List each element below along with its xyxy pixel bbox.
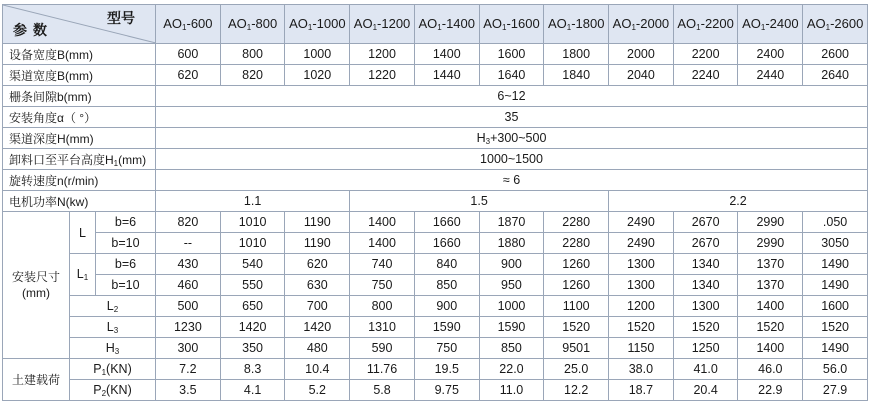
value-cell: 18.7 — [609, 380, 674, 401]
model-header-cell — [285, 5, 350, 44]
value-cell: 1400 — [350, 233, 415, 254]
value-cell: 1340 — [673, 275, 738, 296]
value-cell: 46.0 — [738, 359, 803, 380]
label-sub: 1 — [113, 158, 119, 168]
model-size: -2400 — [765, 16, 799, 31]
value-cell: 1340 — [673, 254, 738, 275]
motor-power-row — [3, 191, 868, 212]
value-cell: 1870 — [479, 212, 544, 233]
merged-value: ≈ 6 — [156, 170, 868, 191]
value-cell: 1590 — [414, 317, 479, 338]
channel-depth-row — [3, 128, 868, 149]
value-cell: 1520 — [738, 317, 803, 338]
model-sub: 1 — [372, 23, 378, 32]
value-cell: 1260 — [544, 275, 609, 296]
value-cell: 650 — [220, 296, 285, 317]
value-cell: 460 — [156, 275, 221, 296]
value-cell: 8.3 — [220, 359, 285, 380]
value-cell: 1000 — [479, 296, 544, 317]
value-cell: 600 — [156, 44, 221, 65]
value-cell: 5.2 — [285, 380, 350, 401]
b6-label: b=6 — [96, 254, 156, 275]
row-label: 渠道深度H(mm) — [3, 128, 156, 149]
merged-value: 6~12 — [156, 86, 868, 107]
install-dimension-label: 安装尺寸 (mm) — [3, 212, 70, 359]
value-cell: 900 — [414, 296, 479, 317]
model-prefix: AO — [289, 16, 308, 31]
model-sub: 1 — [307, 23, 313, 32]
model-sub: 1 — [182, 23, 187, 32]
model-size: -1400 — [441, 16, 475, 31]
row-label: 旋转速度n(r/min) — [3, 170, 156, 191]
model-size: -600 — [186, 16, 213, 31]
model-header-cell — [738, 5, 803, 44]
model-prefix: AO — [806, 16, 826, 31]
row-label: 设备宽度B(mm) — [3, 44, 156, 65]
value-cell: 1100 — [544, 296, 609, 317]
value-cell: 1520 — [609, 317, 674, 338]
merged-value: 1000~1500 — [156, 149, 868, 170]
value-cell: 840 — [414, 254, 479, 275]
value-cell: 5.8 — [350, 380, 415, 401]
param-header: 参数 — [13, 22, 53, 38]
value-cell: 2670 — [673, 233, 738, 254]
model-size: -1200 — [377, 16, 411, 31]
value-cell: 2990 — [738, 233, 803, 254]
value-cell: 1880 — [479, 233, 544, 254]
value-cell: 1490 — [803, 275, 868, 296]
value-cell: 1520 — [803, 317, 868, 338]
value-cell: 1660 — [414, 233, 479, 254]
row-label: 栅条间隙b(mm) — [3, 86, 156, 107]
l3-row — [3, 317, 868, 338]
value-cell: 22.9 — [738, 380, 803, 401]
value-cell: 540 — [220, 254, 285, 275]
value-cell: 1800 — [544, 44, 609, 65]
value-cell: 11.0 — [479, 380, 544, 401]
h3-row — [3, 338, 868, 359]
h3-label: $H_3$ — [70, 338, 156, 359]
value-cell: 800 — [220, 44, 285, 65]
civil-load-label: 土建载荷 — [3, 359, 70, 401]
discharge-height-row — [3, 149, 868, 170]
value-cell: 590 — [350, 338, 415, 359]
value-cell: 2040 — [609, 65, 674, 86]
value-cell: 1590 — [479, 317, 544, 338]
p1-label: $P_1(KN)$ — [70, 359, 156, 380]
value-cell: 1840 — [544, 65, 609, 86]
value-cell: 750 — [350, 275, 415, 296]
model-sub: 1 — [760, 23, 766, 32]
install-angle-row — [3, 107, 868, 128]
value-cell: 1640 — [479, 65, 544, 86]
value-cell: 7.2 — [156, 359, 221, 380]
l-b10-row — [3, 233, 868, 254]
l-b6-row — [3, 212, 868, 233]
value-cell: 850 — [414, 275, 479, 296]
rotation-speed-row — [3, 170, 868, 191]
spec-table — [2, 4, 868, 401]
l-label: L — [70, 212, 96, 254]
value-cell: 1520 — [544, 317, 609, 338]
value-cell: 56.0 — [803, 359, 868, 380]
model-header-cell — [544, 5, 609, 44]
value-cell: 1250 — [673, 338, 738, 359]
value-cell: 1400 — [414, 44, 479, 65]
model-prefix: AO — [547, 16, 567, 31]
value-cell: 3.5 — [156, 380, 221, 401]
l1-b10-row — [3, 275, 868, 296]
channel-width-row — [3, 65, 868, 86]
value-cell: 630 — [285, 275, 350, 296]
value-cell: 38.0 — [609, 359, 674, 380]
power-value: 1.5 — [350, 191, 609, 212]
corner-header-cell — [3, 5, 156, 44]
value-cell: 1400 — [738, 296, 803, 317]
model-prefix: AO — [677, 16, 697, 31]
value-cell: 850 — [479, 338, 544, 359]
model-size: -1000 — [312, 16, 346, 31]
value-cell: 2490 — [609, 212, 674, 233]
value-cell: 1200 — [609, 296, 674, 317]
value-cell: 740 — [350, 254, 415, 275]
value-cell: 20.4 — [673, 380, 738, 401]
value-cell: 1490 — [803, 338, 868, 359]
model-prefix: AO — [612, 16, 632, 31]
value-cell: 2440 — [738, 65, 803, 86]
value-cell: 430 — [156, 254, 221, 275]
value-cell: 1300 — [609, 254, 674, 275]
model-size: -1800 — [571, 16, 605, 31]
merged-value: 35 — [156, 107, 868, 128]
value-cell: 300 — [156, 338, 221, 359]
b10-label: b=10 — [96, 233, 156, 254]
b6-label: b=6 — [96, 212, 156, 233]
value-cell: 1010 — [220, 233, 285, 254]
value-cell: 1200 — [350, 44, 415, 65]
row-label: 渠道宽度B(mm) — [3, 65, 156, 86]
value-cell: 2400 — [738, 44, 803, 65]
value-cell: .050 — [803, 212, 868, 233]
model-prefix: AO — [742, 16, 761, 31]
model-header-cell — [803, 5, 868, 44]
value-cell: 1020 — [285, 65, 350, 86]
value-cell: 12.2 — [544, 380, 609, 401]
value-cell: 820 — [156, 212, 221, 233]
value-cell: 480 — [285, 338, 350, 359]
value-cell: 1370 — [738, 275, 803, 296]
value-cell: 900 — [479, 254, 544, 275]
row-label: 安装角度α（ °） — [3, 107, 156, 128]
l1-b6-row — [3, 254, 868, 275]
value-cell: 1230 — [156, 317, 221, 338]
model-header-cell — [156, 5, 221, 44]
l3-label: $L_3$ — [70, 317, 156, 338]
value-cell: 19.5 — [414, 359, 479, 380]
value-cell: 4.1 — [220, 380, 285, 401]
value-cell: 1600 — [479, 44, 544, 65]
value-cell: 1190 — [285, 233, 350, 254]
row-label — [3, 149, 156, 170]
value-cell: 1260 — [544, 254, 609, 275]
value-cell: 1520 — [673, 317, 738, 338]
value-cell: 820 — [220, 65, 285, 86]
value-cell: 550 — [220, 275, 285, 296]
value-cell: 1000 — [285, 44, 350, 65]
value-cell: 1440 — [414, 65, 479, 86]
value-cell: 2000 — [609, 44, 674, 65]
model-header-cell — [479, 5, 544, 44]
bar-gap-row — [3, 86, 868, 107]
value-cell: 11.76 — [350, 359, 415, 380]
power-value: 2.2 — [609, 191, 868, 212]
value-cell: 1420 — [220, 317, 285, 338]
value-cell: 1310 — [350, 317, 415, 338]
model-sub: 1 — [825, 23, 831, 32]
value-cell: 1400 — [350, 212, 415, 233]
value-cell: 1600 — [803, 296, 868, 317]
row-label: 电机功率N(kw) — [3, 191, 156, 212]
model-header-cell — [414, 5, 479, 44]
l1-label: $L_1$ — [70, 254, 96, 296]
model-sub: 1 — [696, 23, 701, 32]
model-header-cell — [350, 5, 415, 44]
model-header-cell — [673, 5, 738, 44]
value-cell: 1370 — [738, 254, 803, 275]
value-cell: 700 — [285, 296, 350, 317]
model-sub: 1 — [566, 23, 572, 32]
value-sub: 3 — [485, 136, 491, 146]
value-cell: 800 — [350, 296, 415, 317]
value-cell: 41.0 — [673, 359, 738, 380]
model-size: -800 — [251, 16, 278, 31]
value-cell: 620 — [156, 65, 221, 86]
model-sub: 1 — [437, 23, 442, 32]
value-cell: 1190 — [285, 212, 350, 233]
model-header-cell — [220, 5, 285, 44]
value-cell: 2280 — [544, 233, 609, 254]
l2-row — [3, 296, 868, 317]
value-cell: 25.0 — [544, 359, 609, 380]
value-cell: 620 — [285, 254, 350, 275]
value-cell: 2240 — [673, 65, 738, 86]
value-cell: 950 — [479, 275, 544, 296]
value-cell: 2280 — [544, 212, 609, 233]
model-prefix: AO — [227, 16, 247, 31]
value-cell: 2200 — [673, 44, 738, 65]
value-cell: 22.0 — [479, 359, 544, 380]
value-cell: 1150 — [609, 338, 674, 359]
p2-row — [3, 380, 868, 401]
model-header-cell — [609, 5, 674, 44]
model-sub: 1 — [246, 23, 252, 32]
p1-row — [3, 359, 868, 380]
value-cell: 1300 — [609, 275, 674, 296]
device-width-row — [3, 44, 868, 65]
b10-label: b=10 — [96, 275, 156, 296]
model-size: -2600 — [830, 16, 864, 31]
model-prefix: AO — [353, 16, 373, 31]
model-size: -2200 — [700, 16, 734, 31]
value-cell: 2490 — [609, 233, 674, 254]
model-prefix: AO — [163, 16, 183, 31]
value-cell: 1300 — [673, 296, 738, 317]
value-cell: 1490 — [803, 254, 868, 275]
value-cell: 500 — [156, 296, 221, 317]
label-tail: (mm) — [118, 152, 147, 167]
value-cell: 2600 — [803, 44, 868, 65]
p2-label: $P_2(KN)$ — [70, 380, 156, 401]
value-cell: 2670 — [673, 212, 738, 233]
merged-value — [156, 128, 868, 149]
model-header: 型号 — [107, 10, 136, 26]
value-cell: 1010 — [220, 212, 285, 233]
value-cell: -- — [156, 233, 221, 254]
l2-label: $L_2$ — [70, 296, 156, 317]
value-cell: 350 — [220, 338, 285, 359]
value-cell: 2990 — [738, 212, 803, 233]
value-cell: 1400 — [738, 338, 803, 359]
value-cell: 3050 — [803, 233, 868, 254]
model-sub: 1 — [631, 23, 636, 32]
value-cell: 9.75 — [414, 380, 479, 401]
value-cell: 750 — [414, 338, 479, 359]
label-main: 卸料口至平台高度H — [9, 152, 114, 167]
model-sub: 1 — [502, 23, 507, 32]
value-cell: 27.9 — [803, 380, 868, 401]
value-prefix: H — [476, 130, 486, 145]
value-cell: 1420 — [285, 317, 350, 338]
model-size: -2000 — [635, 16, 670, 31]
value-cell: 1660 — [414, 212, 479, 233]
header-row — [3, 5, 868, 44]
model-prefix: AO — [418, 16, 438, 31]
value-cell: 2640 — [803, 65, 868, 86]
value-cell: 1220 — [350, 65, 415, 86]
power-value: 1.1 — [156, 191, 350, 212]
model-size: -1600 — [506, 16, 540, 31]
model-prefix: AO — [483, 16, 503, 31]
value-rest: +300~500 — [490, 130, 547, 145]
value-cell: 10.4 — [285, 359, 350, 380]
value-cell: 9501 — [544, 338, 609, 359]
